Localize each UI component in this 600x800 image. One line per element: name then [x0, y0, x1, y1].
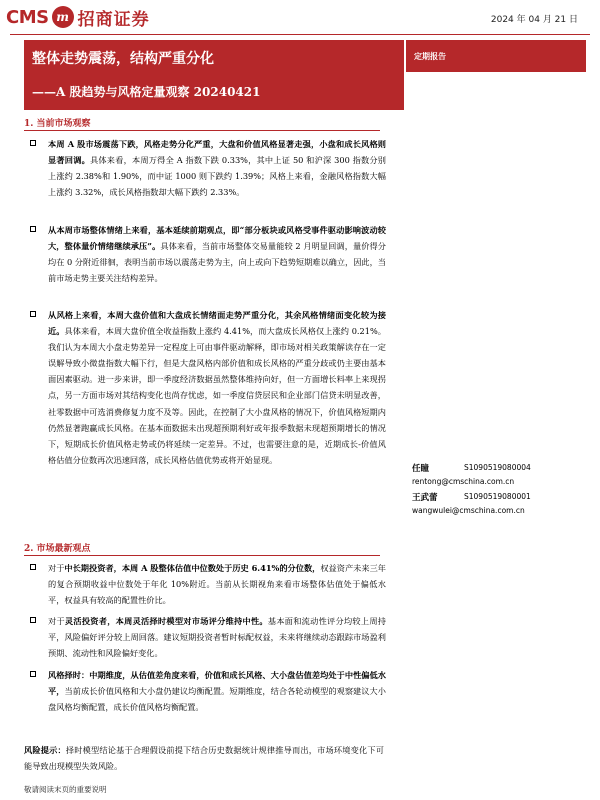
bullet-text: 对于中长期投资者，本周 A 股整体估值中位数处于历史 6.41%的分位数，权益资产未来三年的复合预期收益中位数处于年化 10%附近。当前从长期视角来看市场整体估值处于偏低水平，权益具有较高的配置性价比。 — [48, 563, 386, 606]
bullet-text: 对于灵活投资者，本周灵活择时模型对市场评分维持中性。基本面和流动性评分均较上周持平，风险偏好评分较上周回落。建议短期投资者暂时标配权益，未来将继续动态跟踪市场盈利预期、流动性和风险偏好变化。 — [48, 616, 386, 659]
risk-label: 风险提示： — [24, 745, 66, 755]
bullet-text: 从风格上来看，本周大盘价值和大盘成长情绪面走势严重分化，其余风格情绪面变化较为接近。具体来看，本周大盘价值全收益指数上涨约 4.41%，而大盘成长风格仅上涨约 0.21%。我们认为本周大小盘走势差异一定程度上可由事件驱动解释，即市场对相关政策解读存在一定误解导致小微盘指数大幅下行，但是大盘风格内部价值和成长风格的严重分歧或仍主要由基本面因素驱动。进一步来讲，即一季度经济数据虽然整体维持向好，但一方面增长料率上来现拐点，另一方面市场对其结构变化也尚存忧虑，如一季度信贷层民和企业部门信贷未明显改善，社零数据中可选消费修复力度不及等。因此，在控制了大小盘风格的情况下，价值风格短期内仍然显著跑赢成长风格。在基本面数据未出现超预期利好或年报季数据未现超预期增长的情况下，短期成长价值风格走势或仍将延续一定差异。不过，也需要注意的是，近期成长-价值风格估值分位数再次迅速回落，成长风格估值优势或将开始显现。 — [48, 310, 386, 465]
bullet-text: 本周 A 股市场震荡下跌，风格走势分化严重，大盘和价值风格显著走强，小盘和成长风格则显著回调。具体来看，本周万得全 A 指数下跌 0.33%，其中上证 50 和沪深 300 指数分别上涨约 2.38%和 1.90%，而中证 1000 则下跌约 1.39%；风格上来看，金融风格指数大幅上涨约 3.32%，成长风格指数却大幅下跌约 2.33%。 — [48, 139, 386, 198]
analyst-row — [412, 462, 592, 474]
analyst-row — [412, 491, 592, 503]
section2-divider — [24, 555, 380, 556]
section1-divider — [24, 130, 380, 131]
report-subtitle: ——A 股趋势与风格定量观察 20240421 — [32, 85, 261, 99]
list-item — [30, 307, 386, 468]
report-type-banner — [406, 40, 586, 72]
risk-warning — [24, 742, 384, 774]
report-type: 定期报告 — [414, 52, 446, 61]
list-item — [30, 560, 386, 608]
bullet-text: 从本周市场整体情绪上来看，基本延续前期观点，即“部分板块或风格受事件驱动影响波动较大，整体量价情绪继续承压”。具体来看，当前市场整体交易量能较 2 月明显回调，量价得分均在 0 分附近徘徊，表明当前市场以震荡走势为主，向上或向下趋势短期难以确立，因此，当前市场走势主要关注结构差异。 — [48, 225, 386, 284]
report-date: 2024 年 04 月 21 日 — [490, 15, 578, 25]
bullet-square-icon — [30, 311, 36, 317]
bullet-square-icon — [30, 140, 36, 146]
analyst-cert: S1090519080001 — [464, 492, 531, 501]
report-title: 整体走势震荡，结构严重分化 — [32, 51, 214, 67]
logo-cms-text: CMS — [6, 6, 49, 28]
analyst-cert: S1090519080004 — [464, 463, 531, 472]
bullet-square-icon — [30, 617, 36, 623]
section1-heading: 1. 当前市场观察 — [24, 119, 91, 129]
page-header — [0, 0, 600, 38]
list-item — [30, 136, 386, 200]
analyst-email[interactable]: wangwulei@cmschina.com.cn — [412, 506, 525, 515]
list-item — [30, 222, 386, 286]
analyst-name: 王武蕾 — [412, 493, 438, 503]
logo-badge-icon: m — [52, 6, 74, 28]
analyst-name: 任瞳 — [412, 464, 430, 474]
title-banner — [24, 40, 404, 110]
list-item — [30, 667, 386, 715]
cms-logo — [6, 2, 150, 32]
bullet-text: 风格择时：中期维度，从估值差角度来看，价值和成长风格、大小盘估值差均处于中性偏低水平，当前成长价值风格和大小盘仍建议均衡配置。短期维度，结合各轮动模型的观察建议大小盘风格均衡配置，成长价值风格均衡配置。 — [48, 670, 386, 713]
page-footer: 敬请阅读末页的重要说明 — [24, 785, 107, 794]
section2-heading: 2. 市场最新观点 — [24, 544, 91, 554]
risk-text: 择时模型结论基于合理假设前提下结合历史数据统计规律推导而出，市场环境变化下可能导致出现模型失效风险。 — [24, 745, 384, 771]
bullet-square-icon — [30, 226, 36, 232]
bullet-square-icon — [30, 671, 36, 677]
bullet-square-icon — [30, 564, 36, 570]
analyst-email[interactable]: rentong@cmschina.com.cn — [412, 477, 515, 486]
header-divider — [10, 34, 590, 35]
list-item — [30, 613, 386, 661]
logo-company-name: 招商证券 — [77, 9, 150, 30]
